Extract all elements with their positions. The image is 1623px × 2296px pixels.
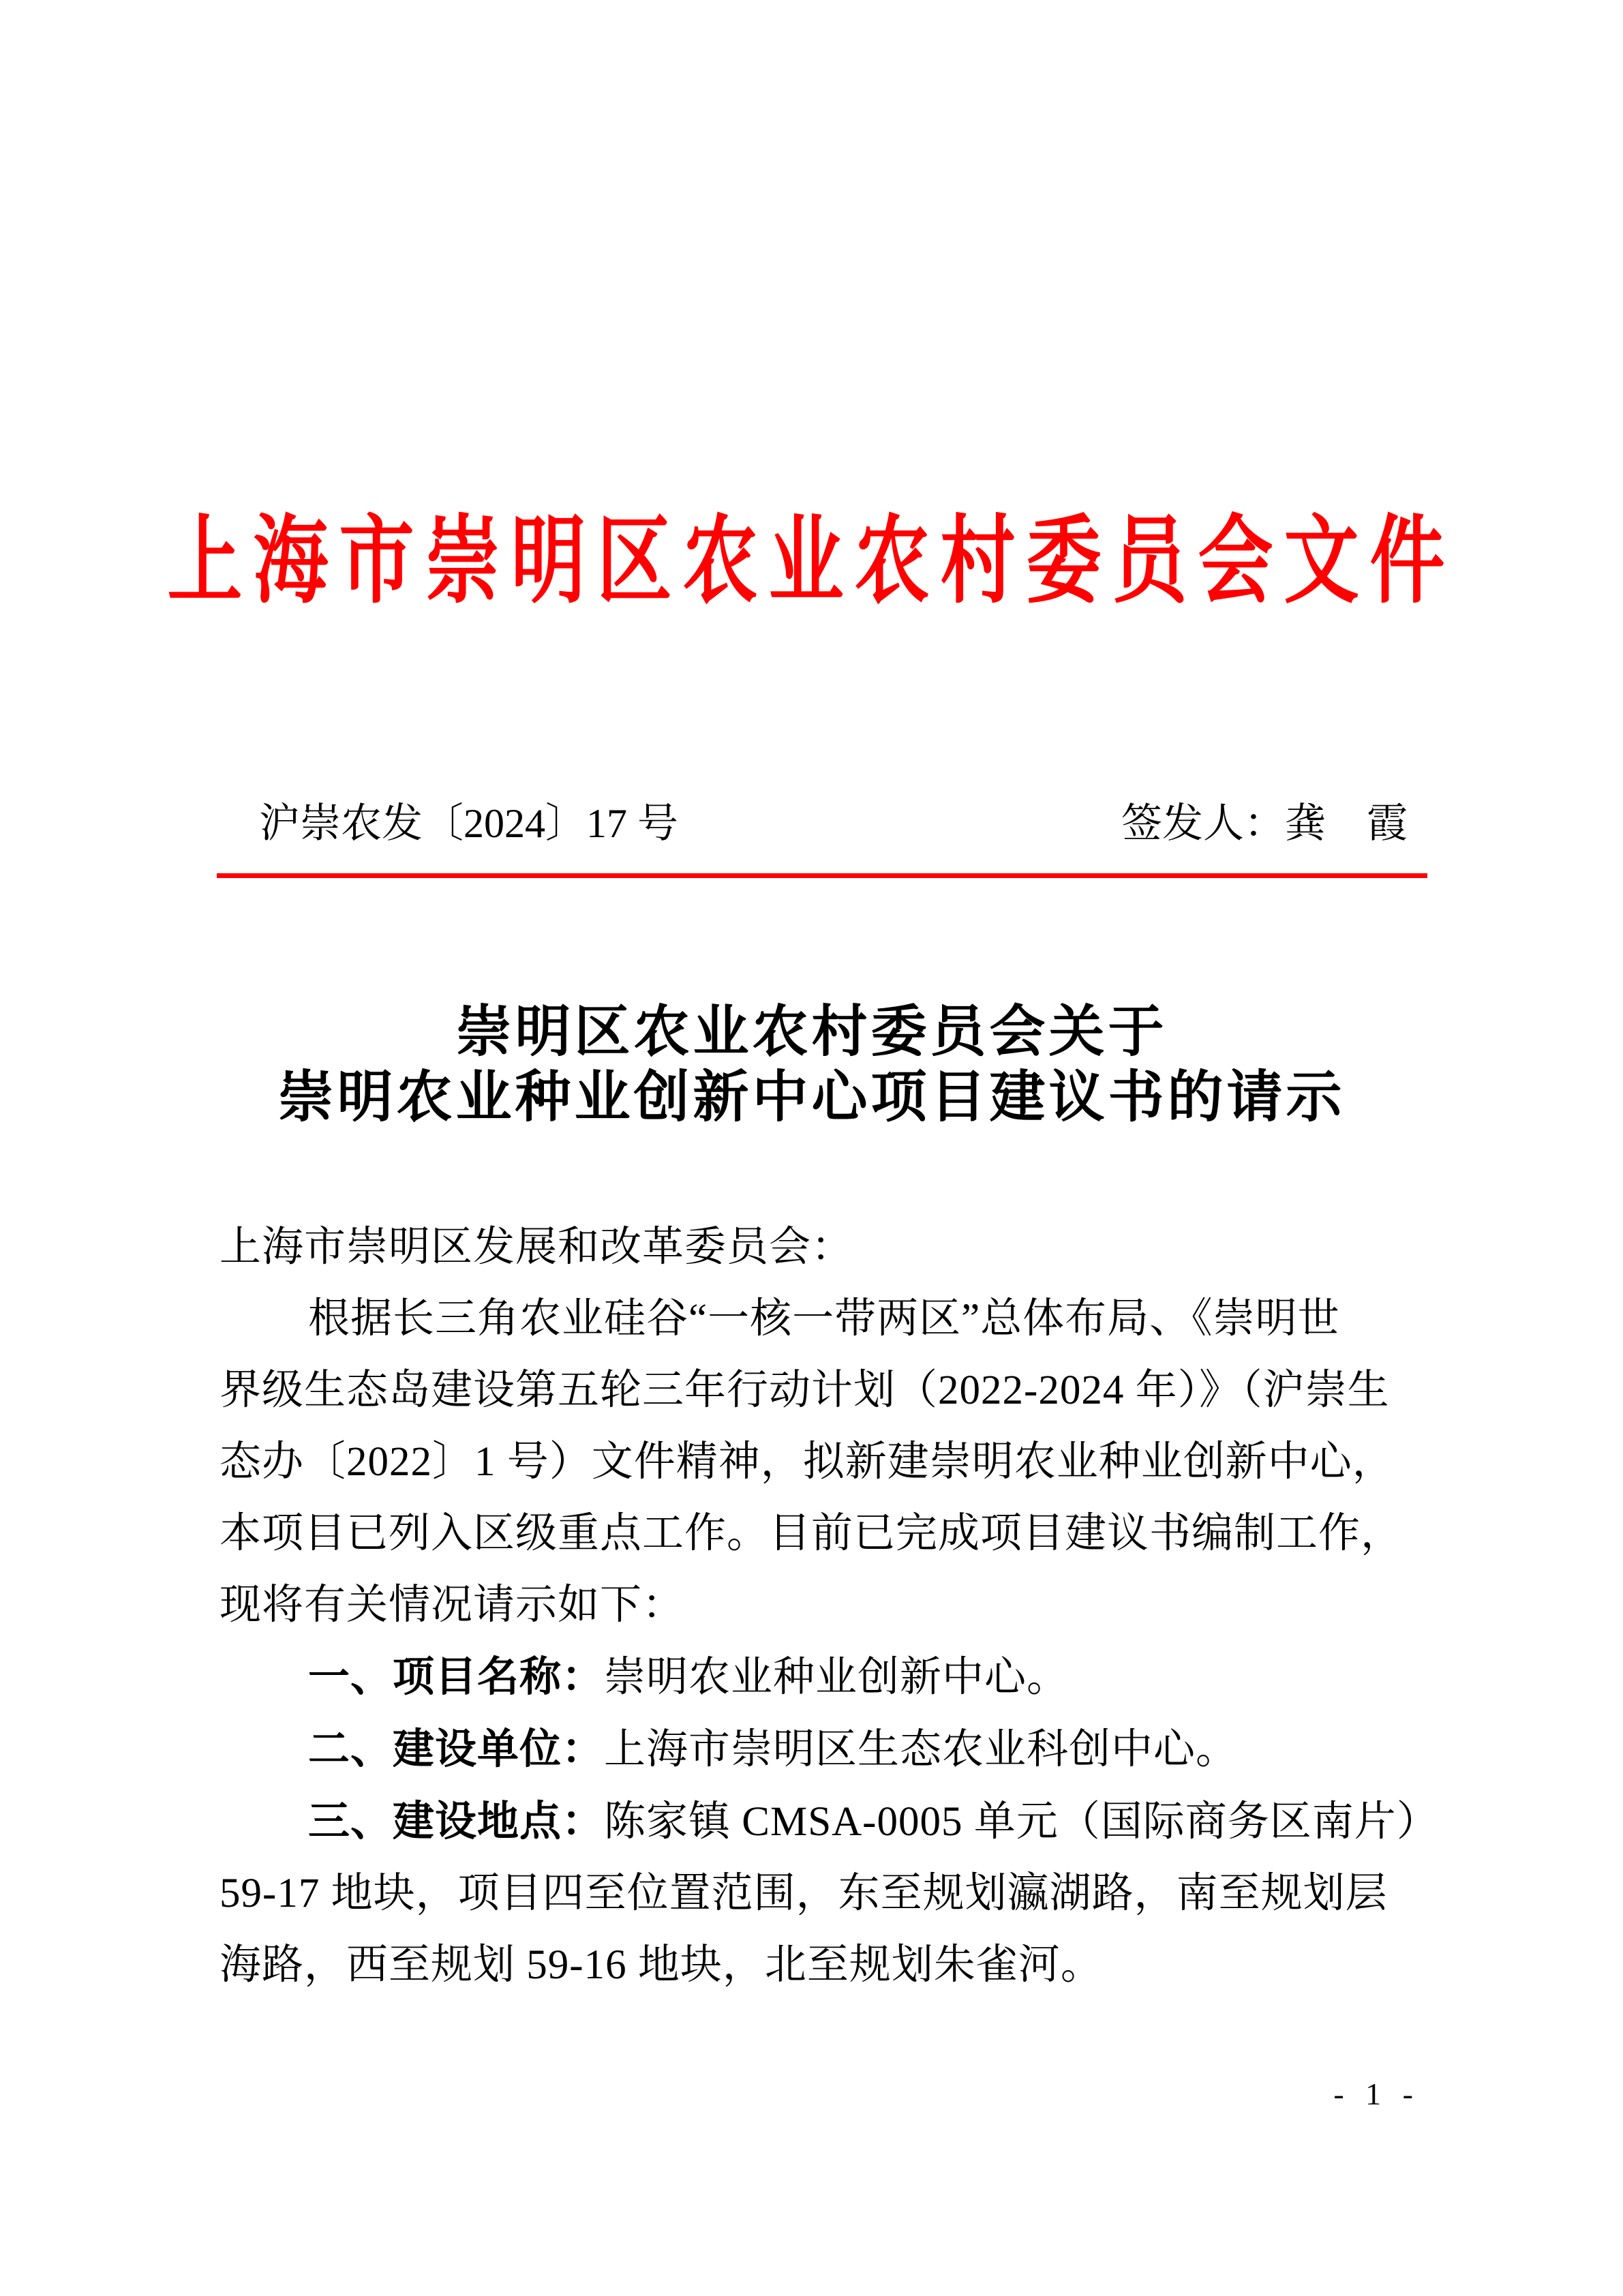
item-2-text: 上海市崇明区生态农业科创中心。 [604, 1727, 1239, 1772]
document-title-line1: 崇明区农业农村委员会关于 [455, 1001, 1168, 1063]
page-number: - 1 - [1333, 2076, 1420, 2111]
item-2-label: 二、建设单位： [308, 1725, 605, 1772]
item-line-1 [219, 1641, 1433, 1713]
body-line: 59-17 地块，项目四至位置范围，东至规划瀛湖路，南至规划层 [219, 1871, 1388, 1916]
document-title [218, 999, 1405, 1130]
red-separator-line [217, 873, 1427, 878]
doc-number: 沪崇农发〔2024〕17 号 [259, 801, 678, 846]
item-1-label: 一、项目名称： [308, 1653, 605, 1700]
body-line: 本项目已列入区级重点工作。目前已完成项目建议书编制工作， [219, 1511, 1404, 1556]
signer-label: 签发人： [1121, 801, 1285, 846]
body-line: 态办〔2022〕1 号）文件精神，拟新建崇明农业种业创新中心， [219, 1439, 1395, 1485]
item-3-label: 三、建设地点： [308, 1798, 605, 1844]
document-title-line2: 崇明农业种业创新中心项目建议书的请示 [277, 1066, 1346, 1128]
salutation-line: 上海市崇明区发展和改革委员会： [219, 1224, 854, 1270]
body-line: 现将有关情况请示如下： [219, 1582, 685, 1628]
item-3-text: 陈家镇 CMSA-0005 单元（国际商务区南片） [604, 1799, 1439, 1845]
signer [1121, 799, 1408, 848]
document-body [219, 1211, 1439, 2001]
item-line-2 [219, 1713, 1433, 1785]
org-letterhead-title: 上海市崇明区农业农村委员会文件 [167, 508, 1456, 615]
body-line: 根据长三角农业硅谷“一核一带两区”总体布局、《崇明世 [308, 1296, 1340, 1342]
body-line: 海路，西至规划 59-16 地块，北至规划朱雀河。 [219, 1942, 1103, 1988]
signer-name: 龚 霞 [1285, 801, 1408, 846]
item-1-text: 崇明农业种业创新中心。 [604, 1655, 1070, 1700]
doc-number-row [259, 799, 1408, 848]
item-line-3 [219, 1785, 1439, 1858]
body-line: 界级生态岛建设第五轮三年行动计划（2022-2024 年）》（沪崇生 [219, 1368, 1390, 1413]
